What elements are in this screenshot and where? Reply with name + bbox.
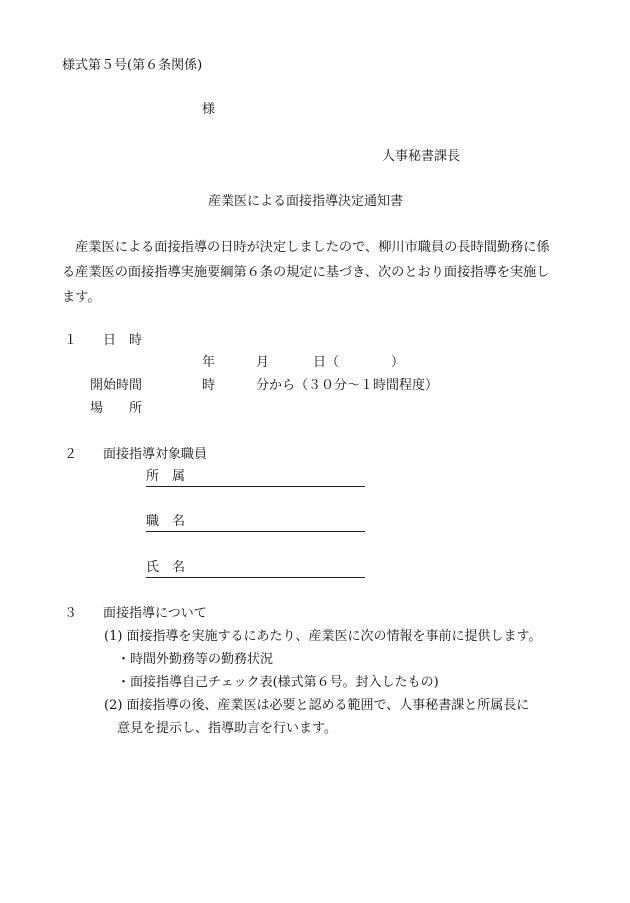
item2-line2: 意見を提示し、指導助言を行います。 — [117, 721, 337, 736]
section1-heading: １ 日 時 — [64, 333, 143, 348]
intro-paragraph: 産業医による面接指導の日時が決定しましたので、柳川市職員の長時間勤務に係る産業医の面接指導実施要綱第６条の規定に基づき、次のとおり面接指導を実施します。 — [62, 240, 550, 305]
start-hour: 時 — [202, 378, 216, 393]
place-label: 場 所 — [90, 401, 143, 416]
document-title: 産業医による面接指導決定通知書 — [208, 194, 404, 209]
affiliation-label: 所 属 — [146, 469, 186, 484]
date-month: 月 — [256, 355, 270, 370]
item2-line1: (2) 面接指導の後、産業医は必要と認める範囲で、人事秘書課と所属長に — [104, 698, 530, 713]
name-underline — [146, 577, 365, 578]
sender: 人事秘書課長 — [382, 149, 461, 164]
start-minute: 分から（３０分～１時間程度） — [256, 378, 439, 393]
date-year: 年 — [202, 355, 216, 370]
job-title-underline — [146, 531, 365, 532]
date-day: 日（ ） — [313, 355, 405, 370]
job-title-label: 職 名 — [146, 514, 186, 529]
form-number: 様式第５号(第６条関係) — [62, 58, 203, 73]
affiliation-underline — [146, 486, 365, 487]
start-time-label: 開始時間 — [90, 378, 143, 393]
name-label: 氏 名 — [146, 560, 186, 575]
section3-heading: ３ 面接指導について — [64, 606, 207, 621]
bullet1: ・時間外勤務等の勤務状況 — [117, 652, 274, 667]
addressee-suffix: 様 — [202, 102, 216, 117]
bullet2: ・面接指導自己チェック表(様式第６号。封入したもの) — [117, 675, 439, 690]
item1: (1) 面接指導を実施するにあたり、産業医に次の情報を事前に提供します。 — [104, 629, 542, 644]
section2-heading: ２ 面接指導対象職員 — [64, 447, 208, 462]
